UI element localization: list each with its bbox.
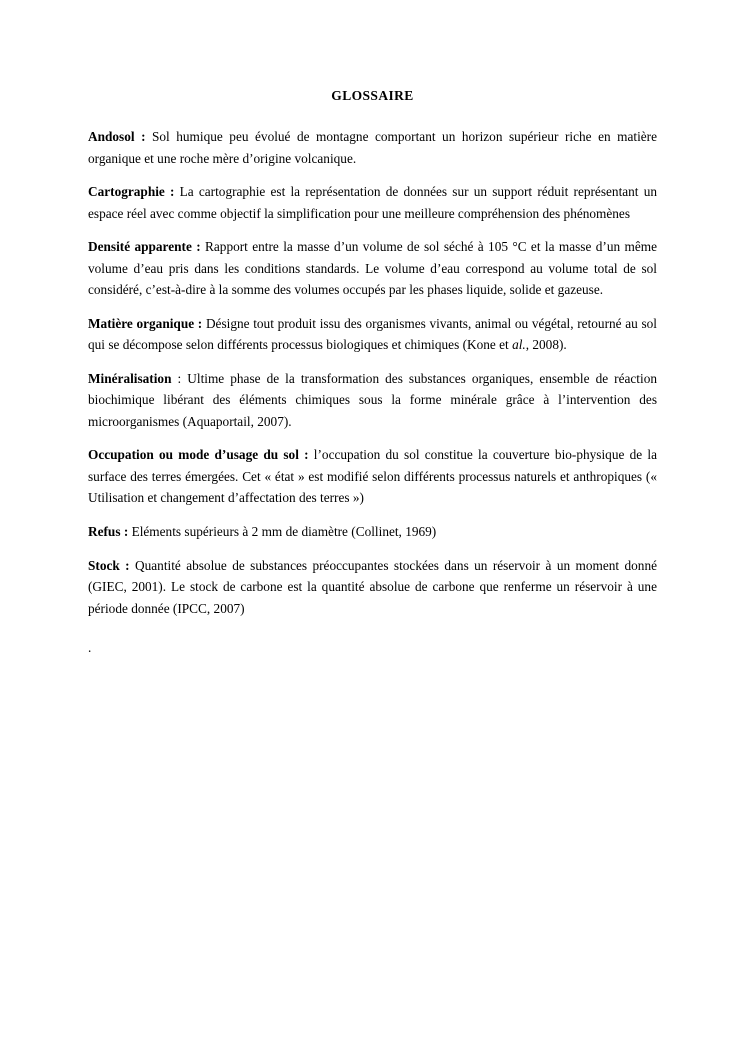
glossary-term: Stock : — [88, 557, 130, 573]
glossary-definition: Quantité absolue de substances préoccupantes stockées dans un réservoir à un moment donné (GIEC, 2001). Le stock de carbone est la quantité absolue de carbone que renferme un réservoir à une période donnée (IPCC, 2007) — [88, 557, 657, 616]
glossary-term: Minéralisation — [88, 370, 172, 386]
glossary-definition: Eléments supérieurs à 2 mm de diamètre (Collinet, 1969) — [128, 523, 437, 539]
glossary-definition: La cartographie est la représentation de données sur un support réduit représentant un espace réel avec comme objectif la simplification pour une meilleure compréhension des phénomènes — [88, 184, 657, 221]
glossary-entry-refus — [88, 521, 657, 543]
glossary-entry-matiere-organique — [88, 313, 657, 356]
glossary-term: Densité apparente : — [88, 239, 201, 255]
glossary-term: Refus : — [88, 523, 129, 539]
glossary-definition: Désigne tout produit issu des organismes vivants, animal ou végétal, retourné au sol qui se décompose selon différents processus biologiques et chimiques (Kone et — [88, 315, 658, 353]
glossary-entry-andosol — [88, 126, 657, 169]
glossary-entry-mineralisation — [88, 368, 657, 433]
glossary-definition: l’occupation du sol constitue la couverture bio-physique de la surface des terres émergées. Cet « état » est modifié selon différents processus naturels et anthropiques (« Utilisation et changement d’affectation des terres ») — [88, 447, 657, 506]
glossary-definition: Rapport entre la masse d’un volume de sol séché à 105 °C et la masse d’un même volume d’eau pris dans les conditions standards. Le volume d’eau correspond au volume total de sol considéré, c’est-à-dire à la somme des volumes occupés par les phases liquide, solide et gazeuse. — [88, 239, 657, 298]
glossary-citation-italic: al. — [512, 337, 526, 353]
page-title: GLOSSAIRE — [331, 88, 414, 103]
glossary-definition: Sol humique peu évolué de montagne comportant un horizon supérieur riche en matière organique et une roche mère d’origine volcanique. — [88, 129, 657, 166]
glossary-term: Cartographie : — [88, 184, 175, 200]
glossary-entry-cartographie — [88, 181, 657, 224]
glossary-definition: : Ultime phase de la transformation des substances organiques, ensemble de réaction biochimique libérant des éléments chimiques sous la forme minérale grâce à l’intervention des microorganismes (Aquaportail, 2007). — [88, 370, 657, 429]
glossary-definition-tail: , 2008). — [525, 337, 567, 353]
trailing-mark: . — [88, 640, 92, 656]
glossary-entry-densite-apparente — [88, 236, 657, 301]
glossary-term: Occupation ou mode d’usage du sol : — [88, 447, 309, 463]
glossary-term: Matière organique : — [88, 315, 203, 331]
glossary-entry-occupation-du-sol — [88, 444, 657, 509]
glossary-term: Andosol : — [88, 129, 146, 144]
glossary-entry-stock — [88, 555, 657, 620]
